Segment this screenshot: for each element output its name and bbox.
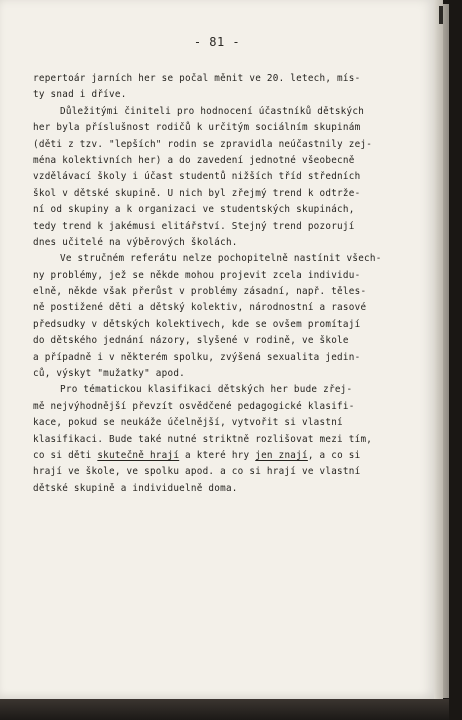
- text-line: ny problémy, jež se někde mohou projevit zcela individu-: [33, 269, 361, 281]
- text-line: a případně i v některém spolku, zvýšená sexualita jedin-: [33, 351, 361, 363]
- paragraph-first-line: Ve stručném referátu nelze pochopitelně nastínit všech-: [60, 253, 382, 265]
- text-line: kace, pokud se neukáže účelnější, vytvořit si vlastní: [33, 417, 343, 429]
- text-line: dětské skupině a individuelně doma.: [33, 482, 238, 494]
- paragraph-first-line: Důležitými činiteli pro hodnocení účastníků dětských: [60, 105, 365, 117]
- page-stack-edge: [443, 4, 449, 698]
- text-line: dnes učitelé na výběrových školách.: [33, 236, 238, 248]
- scan-bottom-border: [0, 699, 449, 720]
- text-line: ní od skupiny a k organizaci ve studentských skupinách,: [33, 204, 355, 216]
- text-line: elně, někde však přerůst v problémy zásadní, např. těles-: [33, 286, 367, 298]
- paragraph-first-line: Pro tématickou klasifikaci dětských her bude zřej-: [60, 384, 353, 396]
- text-line: škol v dětské skupině. U nich byl zřejmý trend k odtrže-: [33, 187, 361, 199]
- text-line: předsudky v dětských kolektivech, kde se ovšem promítají: [33, 318, 361, 330]
- text-line: hrají ve škole, ve spolku apod. a co si hrají ve vlastní: [33, 466, 361, 478]
- binding-mark: [439, 6, 443, 24]
- text-line: ně postižené děti a dětský kolektiv, národnostní a rasové: [33, 302, 367, 314]
- text-line: ména kolektivních her) a do zavedení jednotné všeobecně: [33, 154, 355, 166]
- page-edge-shadow: [434, 0, 443, 699]
- text-line: mě nejvýhodnější převzít osvědčené pedagogické klasifi-: [33, 400, 355, 412]
- text-fragment: , a co si: [307, 449, 361, 461]
- text-line: tedy trend k jakémusi elitářství. Stejný trend pozorují: [33, 220, 355, 232]
- text-line-with-underlines: [33, 448, 403, 464]
- text-line: ty snad i dříve.: [33, 89, 127, 101]
- text-line: her byla příslušnost rodičů k určitým sociálním skupinám: [33, 122, 361, 134]
- text-line: do dětského jednání názory, slyšené v rodině, ve škole: [33, 335, 349, 347]
- text-line: (děti z tzv. "lepších" rodin se zpravidla neúčastnily zej-: [33, 138, 373, 150]
- text-line: vzdělávací školy i účast studentů nižších tříd středních: [33, 171, 361, 183]
- text-fragment: a které hry: [179, 449, 256, 461]
- underlined-phrase: jen znají: [255, 449, 308, 461]
- text-line: ců, výskyt "mužatky" apod.: [33, 368, 186, 380]
- text-line: repertoár jarních her se počal měnit ve 20. letech, mís-: [33, 73, 361, 84]
- body-text: [33, 71, 403, 497]
- text-fragment: co si děti: [33, 449, 98, 461]
- underlined-phrase: skutečně hrají: [97, 449, 180, 461]
- text-line: klasifikaci. Bude také nutné striktně rozlišovat mezi tím,: [33, 433, 373, 445]
- page-number: - 81 -: [193, 35, 241, 49]
